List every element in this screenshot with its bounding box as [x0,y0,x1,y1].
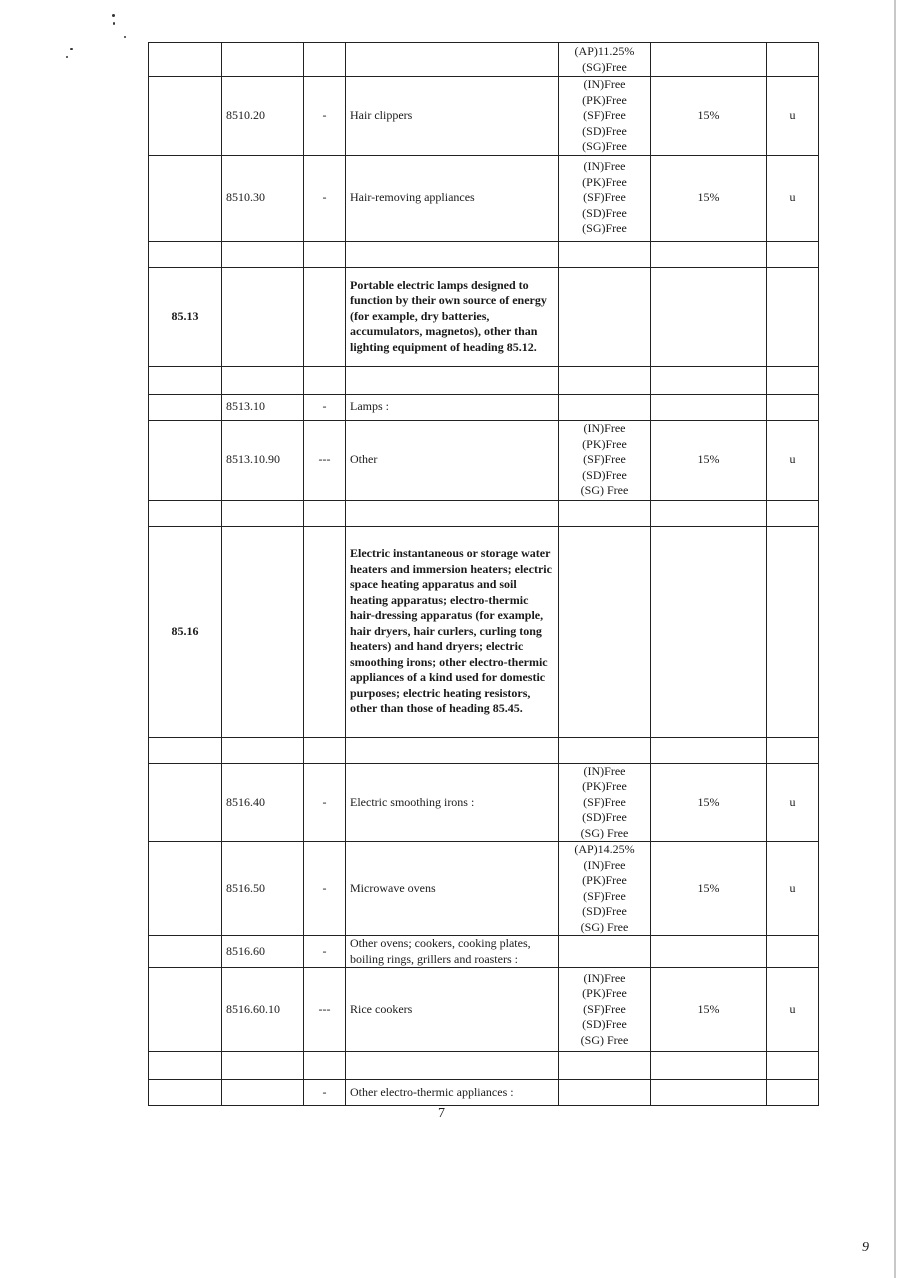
tariff-table [148,42,819,1106]
dash-cell: - [304,936,346,968]
hs-code-cell: 8516.60.10 [222,968,304,1052]
preferential-rate-line: (SD)Free [582,904,627,918]
preferential-rate-cell [559,763,651,842]
dash-cell [304,737,346,763]
dash-cell: - [304,77,346,156]
description-cell: Electric instantaneous or storage water heaters and immersion heaters; electric space heating apparatus and soil heating apparatus; electro-thermic hair-dressing apparatus (for example, hair dryers, hair curlers, curling tong heaters) and hand dryers; electric smoothing irons; other electro-thermic appliances of a kind used for domestic purposes; electric heating resistors, other than those of heading 85.45. [346,526,559,737]
heading-cell [149,77,222,156]
preferential-rate-line: (IN)Free [583,970,626,985]
dash-cell: - [304,394,346,420]
general-rate-cell [651,43,767,77]
table-row [149,43,819,77]
preferential-rate-line: (SF)Free [583,1001,626,1016]
description-cell: Other ovens; cookers, cooking plates, boiling rings, grillers and roasters : [346,936,559,968]
preferential-rate-line: (IN)Free [583,421,626,436]
preferential-rate-cell [559,936,651,968]
heading-cell [149,366,222,394]
unit-cell [767,394,819,420]
scan-speck [113,22,115,25]
general-rate-cell: 15% [651,842,767,936]
general-rate-cell [651,737,767,763]
dash-cell [304,366,346,394]
description-cell: Portable electric lamps designed to function by their own source of energy (for example, dry batteries, accumulators, magnetos), other than lighting equipment of heading 85.12. [346,267,559,366]
preferential-rate-cell [559,500,651,526]
hs-code-cell [222,1080,304,1106]
heading-cell [149,394,222,420]
preferential-rate-cell [559,241,651,267]
hs-code-cell [222,500,304,526]
heading-cell [149,500,222,526]
description-cell: Hair-removing appliances [346,155,559,241]
hs-code-cell [222,526,304,737]
scan-speck [112,14,115,17]
description-cell: Rice cookers [346,968,559,1052]
description-cell: Other [346,420,559,500]
description-cell: Microwave ovens [346,842,559,936]
heading-cell [149,763,222,842]
general-rate-cell [651,394,767,420]
preferential-rate-cell [559,1080,651,1106]
preferential-rate-cell [559,155,651,241]
preferential-rate-cell [559,394,651,420]
scan-speck [70,48,73,50]
table-row [149,842,819,936]
description-cell: Electric smoothing irons : [346,763,559,842]
preferential-rate-line: (SD)Free [582,467,627,482]
preferential-rate-line: (SD)Free [582,205,627,220]
preferential-rate-cell [559,737,651,763]
preferential-rate-line: (IN)Free [583,77,626,91]
general-rate-cell [651,1052,767,1080]
preferential-rate-line: (SD)Free [582,1017,627,1032]
preferential-rate-line: (SD)Free [582,123,627,138]
unit-cell [767,936,819,968]
preferential-rate-cell [559,526,651,737]
hs-code-cell: 8513.10 [222,394,304,420]
unit-cell: u [767,155,819,241]
dash-cell: - [304,155,346,241]
hs-code-cell: 8516.50 [222,842,304,936]
table-row [149,267,819,366]
dash-cell [304,267,346,366]
heading-cell [149,968,222,1052]
general-rate-cell [651,936,767,968]
preferential-rate-line: (IN)Free [583,159,626,174]
hs-code-cell: 8516.40 [222,763,304,842]
preferential-rate-line: (SF)Free [583,452,626,467]
description-cell [346,1052,559,1080]
description-cell: Hair clippers [346,77,559,156]
unit-cell: u [767,763,819,842]
general-rate-cell [651,1080,767,1106]
preferential-rate-line: (SF)Free [583,108,626,122]
preferential-rate-line: (PK)Free [582,986,627,1001]
dash-cell [304,526,346,737]
dash-cell: --- [304,968,346,1052]
general-rate-cell: 15% [651,420,767,500]
general-rate-cell [651,241,767,267]
table-row-empty [149,500,819,526]
unit-cell [767,1080,819,1106]
dash-cell [304,500,346,526]
table-row [149,420,819,500]
hs-code-cell: 8510.30 [222,155,304,241]
description-cell: Lamps : [346,394,559,420]
unit-cell [767,526,819,737]
preferential-rate-line: (SG)Free [582,221,627,236]
general-rate-cell [651,366,767,394]
preferential-rate-line: (SG)Free [582,59,627,74]
dash-cell [304,1052,346,1080]
preferential-rate-line: (SG) Free [580,919,629,934]
hs-code-cell [222,737,304,763]
heading-cell [149,241,222,267]
preferential-rate-line: (SF)Free [583,190,626,205]
description-cell [346,43,559,77]
dash-cell: - [304,1080,346,1106]
preferential-rate-line: (PK)Free [582,174,627,189]
unit-cell: u [767,77,819,156]
heading-cell: 85.13 [149,267,222,366]
preferential-rate-cell [559,366,651,394]
heading-cell [149,1052,222,1080]
preferential-rate-line: (SD)Free [582,810,627,824]
description-cell [346,737,559,763]
unit-cell [767,366,819,394]
heading-cell [149,1080,222,1106]
table-row [149,968,819,1052]
preferential-rate-cell [559,267,651,366]
unit-cell [767,1052,819,1080]
hs-code-cell [222,366,304,394]
hs-code-cell [222,241,304,267]
heading-cell: 85.16 [149,526,222,737]
table-row [149,77,819,156]
heading-cell [149,155,222,241]
heading-cell [149,936,222,968]
general-rate-cell: 15% [651,968,767,1052]
corner-handwritten-mark: 9 [862,1240,869,1255]
description-cell [346,366,559,394]
preferential-rate-line: (AP)14.25% [574,842,635,856]
hs-code-cell: 8510.20 [222,77,304,156]
preferential-rate-line: (PK)Free [582,779,627,793]
table-row [149,526,819,737]
table-row [149,763,819,842]
general-rate-cell: 15% [651,77,767,156]
general-rate-cell [651,500,767,526]
preferential-rate-line: (SF)Free [583,794,626,809]
dash-cell [304,241,346,267]
heading-cell [149,420,222,500]
description-cell [346,500,559,526]
table-row-empty [149,241,819,267]
unit-cell [767,500,819,526]
description-cell [346,241,559,267]
table-row-empty [149,737,819,763]
hs-code-cell [222,43,304,77]
heading-cell [149,842,222,936]
preferential-rate-cell [559,420,651,500]
dash-cell: - [304,763,346,842]
hs-code-cell [222,1052,304,1080]
dash-cell [304,43,346,77]
preferential-rate-line: (SF)Free [583,888,626,903]
unit-cell: u [767,968,819,1052]
table-row-empty [149,1052,819,1080]
preferential-rate-cell [559,968,651,1052]
preferential-rate-cell [559,842,651,936]
hs-code-cell [222,267,304,366]
preferential-rate-line: (SG) Free [580,825,629,840]
description-cell: Other electro-thermic appliances : [346,1080,559,1106]
unit-cell [767,241,819,267]
table-row [149,155,819,241]
unit-cell [767,737,819,763]
preferential-rate-cell [559,1052,651,1080]
preferential-rate-cell [559,77,651,156]
dash-cell: --- [304,420,346,500]
preferential-rate-line: (SG) Free [580,483,629,498]
page-number: 7 [438,1106,445,1121]
table-row [149,936,819,968]
general-rate-cell: 15% [651,155,767,241]
hs-code-cell: 8516.60 [222,936,304,968]
general-rate-cell [651,267,767,366]
preferential-rate-cell [559,43,651,77]
preferential-rate-line: (PK)Free [582,873,627,887]
general-rate-cell [651,526,767,737]
table-row-empty [149,366,819,394]
preferential-rate-line: (IN)Free [583,763,626,778]
unit-cell: u [767,420,819,500]
heading-cell [149,737,222,763]
preferential-rate-line: (SG) Free [580,1032,629,1047]
general-rate-cell: 15% [651,763,767,842]
preferential-rate-line: (AP)11.25% [574,44,635,58]
unit-cell [767,43,819,77]
table-row [149,1080,819,1106]
unit-cell [767,267,819,366]
heading-cell [149,43,222,77]
table-row [149,394,819,420]
dash-cell: - [304,842,346,936]
scan-speck [66,56,68,58]
preferential-rate-line: (IN)Free [583,857,626,872]
hs-code-cell: 8513.10.90 [222,420,304,500]
scan-edge-line [894,0,896,1278]
preferential-rate-line: (PK)Free [582,92,627,107]
preferential-rate-line: (PK)Free [582,436,627,451]
scan-speck [124,36,126,38]
unit-cell: u [767,842,819,936]
preferential-rate-line: (SG)Free [582,139,627,153]
